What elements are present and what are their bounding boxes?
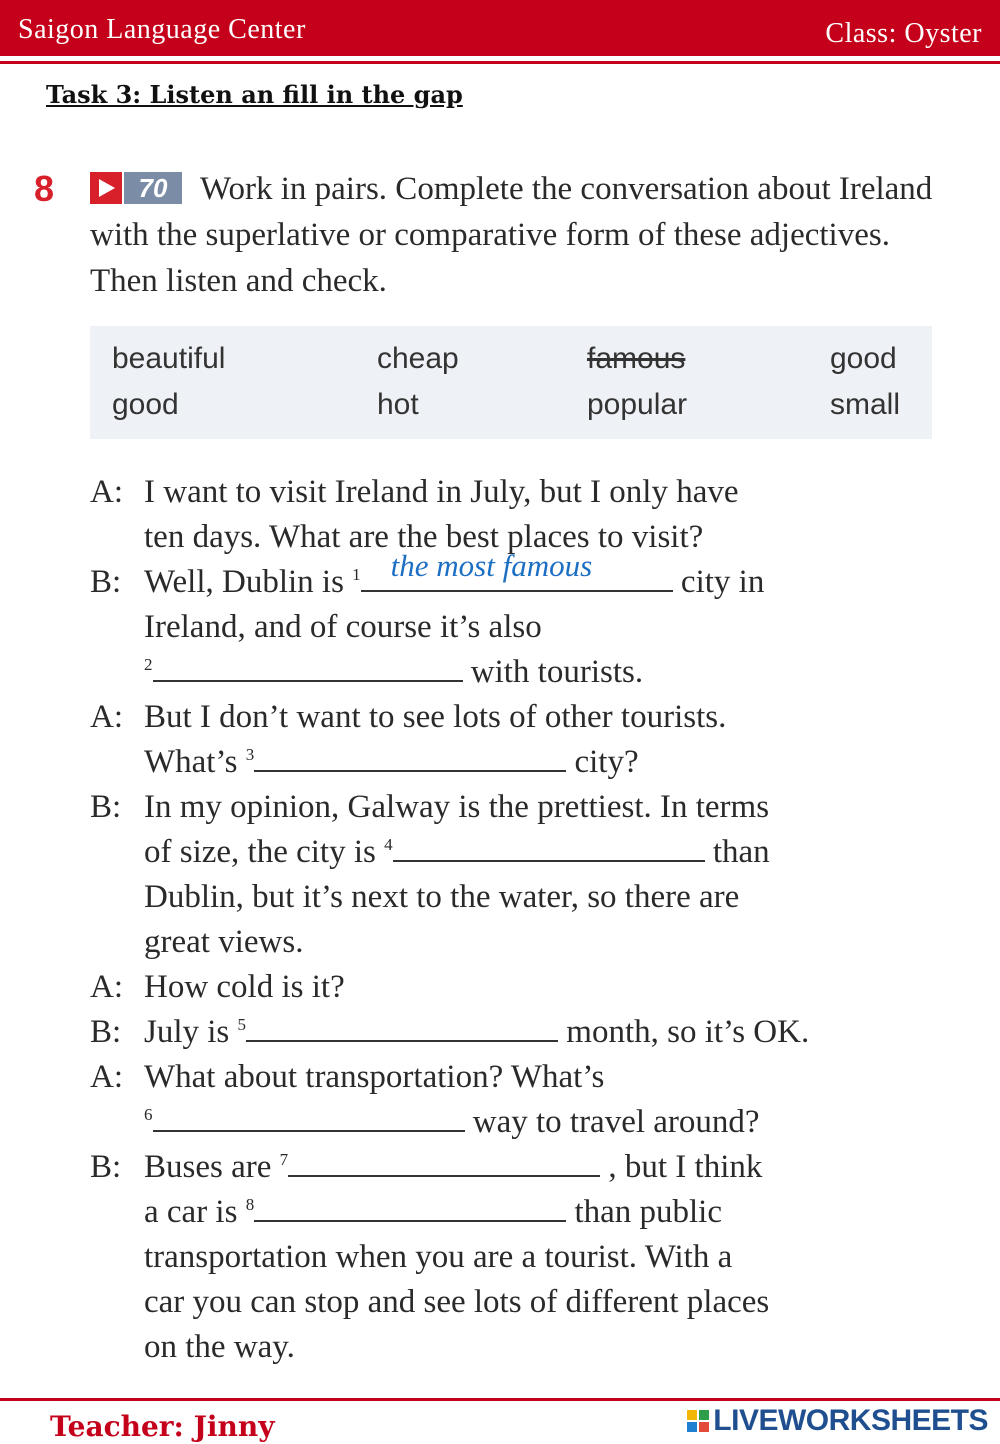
liveworksheets-grid-icon xyxy=(687,1410,709,1432)
gap-number: 1 xyxy=(352,565,361,584)
header-bar xyxy=(0,0,1000,56)
dialog-text: ten days. What are the best places to visit? xyxy=(144,519,704,555)
header-divider xyxy=(0,61,1000,64)
gap-2[interactable] xyxy=(153,652,463,682)
audio-track-number: 70 xyxy=(124,172,182,204)
dialog-text: But I don’t want to see lots of other tourists. xyxy=(144,699,727,735)
text-segment: month, so it’s OK. xyxy=(566,1014,810,1050)
exercise-number: 8 xyxy=(34,168,55,209)
school-name: Saigon Language Center xyxy=(18,14,306,45)
dialog-text: Ireland, and of course it’s also xyxy=(144,609,542,645)
gap-6[interactable] xyxy=(153,1102,465,1132)
word-item: popular xyxy=(587,388,688,421)
text-segment: What’s xyxy=(144,744,238,780)
dialog-text: great views. xyxy=(144,924,304,960)
word-item: beautiful xyxy=(112,342,226,375)
dialog-text xyxy=(144,830,770,875)
dialog-text: Dublin, but it’s next to the water, so there are xyxy=(144,879,740,915)
dialog-text xyxy=(144,1190,722,1235)
speaker-label: A: xyxy=(90,969,123,1005)
gap-number: 4 xyxy=(384,835,393,854)
speaker-label: B: xyxy=(90,1149,122,1185)
dialog-text: car you can stop and see lots of different places xyxy=(144,1284,770,1320)
gap-number: 5 xyxy=(237,1015,247,1034)
footer-divider xyxy=(0,1398,1000,1401)
speaker-label: A: xyxy=(90,1059,123,1095)
text-segment: Well, Dublin is xyxy=(144,564,344,600)
text-segment: with tourists. xyxy=(470,654,644,690)
task-title: Task 3: Listen an fill in the gap xyxy=(46,80,463,109)
dialog-text xyxy=(144,1145,762,1190)
word-item: hot xyxy=(377,388,419,421)
text-segment: of size, the city is xyxy=(144,834,376,870)
dialog-text xyxy=(144,650,643,695)
text-segment: , but I think xyxy=(608,1149,763,1185)
dialog-text: In my opinion, Galway is the prettiest. In terms xyxy=(144,789,770,825)
speaker-label: B: xyxy=(90,789,122,825)
brand-text: LIVEWORKSHEETS xyxy=(713,1404,988,1437)
word-item: good xyxy=(830,342,897,375)
text-segment: way to travel around? xyxy=(472,1104,760,1140)
text-segment: than public xyxy=(574,1194,723,1230)
gap-number: 3 xyxy=(245,745,255,764)
text-segment: Buses are xyxy=(144,1149,272,1185)
gap-4[interactable] xyxy=(393,832,705,862)
word-item-crossed: famous xyxy=(587,342,686,375)
text-segment: than xyxy=(712,834,770,870)
word-item: good xyxy=(112,388,179,421)
gap-number: 2 xyxy=(144,655,153,674)
gap-number: 6 xyxy=(144,1105,153,1124)
word-box xyxy=(90,326,932,439)
text-segment: city in xyxy=(680,564,765,600)
gap-1-answer: the most famous xyxy=(390,548,593,583)
gap-1[interactable] xyxy=(361,548,673,592)
teacher-name: Teacher: Jinny xyxy=(50,1410,275,1443)
dialog-text: I want to visit Ireland in July, but I only have xyxy=(144,474,739,510)
speaker-label: A: xyxy=(90,474,123,510)
exercise-instruction: Work in pairs. Complete the conversation about Ireland with the superlative or comparative form of these adjectives. Then listen and check. xyxy=(90,171,933,299)
text-segment: July is xyxy=(144,1014,230,1050)
dialog-text xyxy=(144,548,765,605)
gap-number: 8 xyxy=(245,1195,255,1214)
gap-5[interactable] xyxy=(246,1012,558,1042)
dialog-text xyxy=(144,740,639,785)
gap-7[interactable] xyxy=(288,1147,600,1177)
text-segment: city? xyxy=(574,744,639,780)
dialog-text: What about transportation? What’s xyxy=(144,1059,605,1095)
speaker-label: B: xyxy=(90,564,122,600)
speaker-label: A: xyxy=(90,699,123,735)
gap-3[interactable] xyxy=(254,742,566,772)
class-label: Class: Oyster xyxy=(825,18,982,49)
liveworksheets-logo[interactable] xyxy=(687,1404,988,1438)
gap-8[interactable] xyxy=(254,1192,566,1222)
dialog-text: How cold is it? xyxy=(144,969,345,1005)
dialog-text xyxy=(144,1010,809,1055)
gap-number: 7 xyxy=(279,1150,289,1169)
word-item: small xyxy=(830,388,901,421)
text-segment: a car is xyxy=(144,1194,238,1230)
word-item: cheap xyxy=(377,342,459,375)
dialog-text: transportation when you are a tourist. With a xyxy=(144,1239,733,1275)
dialog-text xyxy=(144,1100,760,1145)
speaker-label: B: xyxy=(90,1014,122,1050)
dialog-text: on the way. xyxy=(144,1329,295,1365)
